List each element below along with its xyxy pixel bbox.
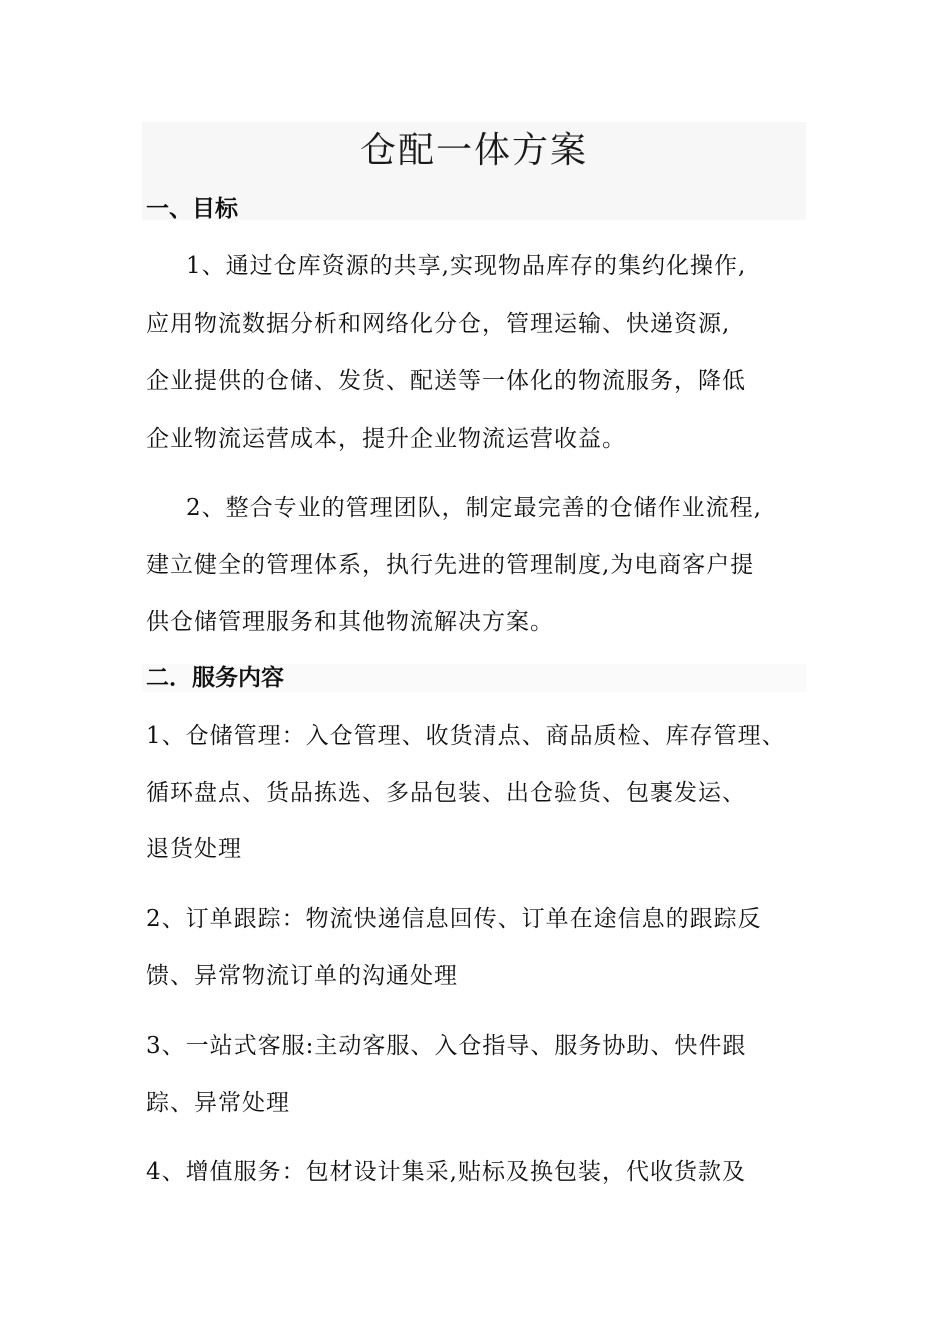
list-item-line: 馈、异常物流订单的沟通处理: [146, 963, 458, 989]
list-item-line: 1、仓储管理：入仓管理、收货清点、商品质检、库存管理、: [146, 723, 786, 749]
section-heading-services: 二．服务内容: [146, 665, 284, 691]
list-item-line: 循环盘点、货品拣选、多品包装、出仓验货、包裹发运、: [146, 780, 746, 806]
list-item-line: 踪、异常处理: [146, 1090, 290, 1116]
paragraph-line: 1、通过仓库资源的共享,实现物品库存的集约化操作,: [186, 253, 747, 279]
paragraph-line: 应用物流数据分析和网络化分仓，管理运输、快递资源,: [146, 311, 731, 337]
list-item-line: 2、订单跟踪：物流快递信息回传、订单在途信息的跟踪反: [146, 906, 762, 932]
paragraph-line: 2、整合专业的管理团队，制定最完善的仓储作业流程,: [186, 495, 762, 521]
paragraph-line: 建立健全的管理体系，执行先进的管理制度,为电商客户提: [146, 552, 755, 578]
paragraph-line: 企业物流运营成本，提升企业物流运营收益。: [146, 426, 626, 452]
list-item-line: 退货处理: [146, 836, 242, 862]
list-item-line: 3、一站式客服:主动客服、入仓指导、服务协助、快件跟: [146, 1033, 747, 1059]
paragraph-line: 企业提供的仓储、发货、配送等一体化的物流服务，降低: [146, 368, 746, 394]
list-item-line: 4、增值服务：包材设计集采,贴标及换包装，代收货款及: [146, 1159, 746, 1185]
section-heading-goals: 一、目标: [146, 196, 238, 222]
paragraph-line: 供仓储管理服务和其他物流解决方案。: [146, 609, 554, 635]
document-title: 仓配一体方案: [359, 130, 588, 171]
